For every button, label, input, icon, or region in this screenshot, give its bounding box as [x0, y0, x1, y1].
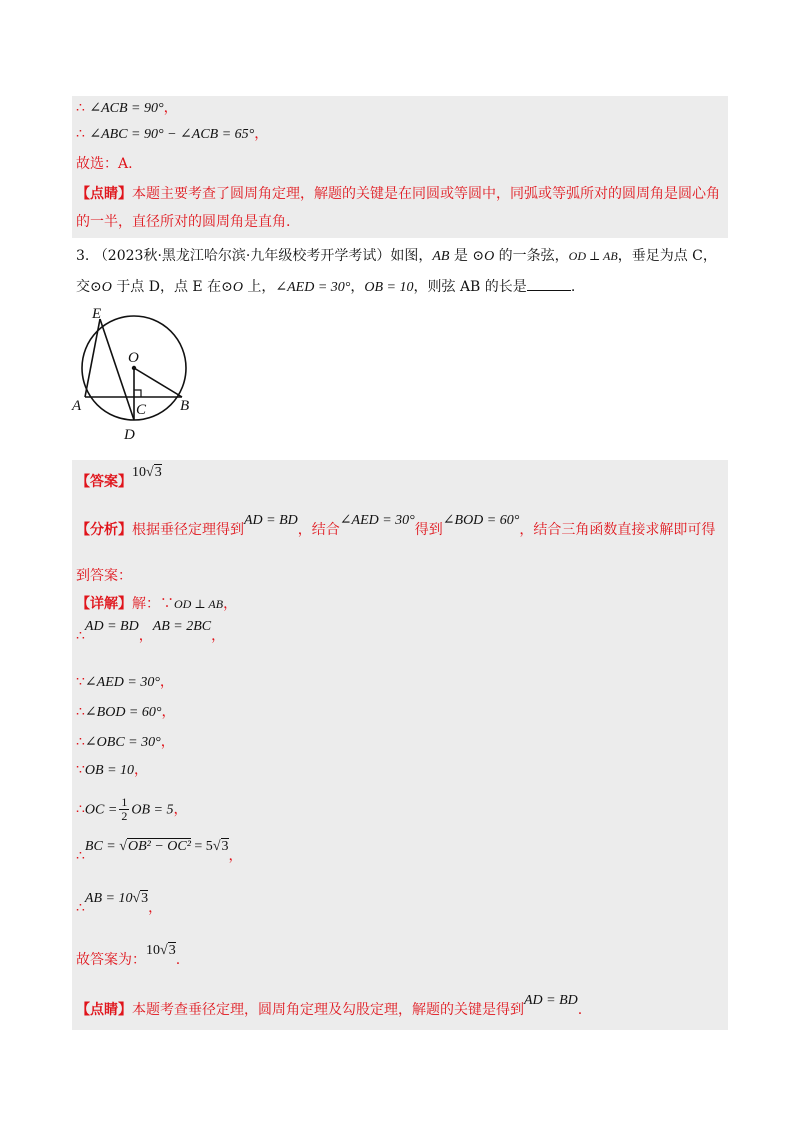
detail-step-ob: ∵OB = 10， [76, 762, 149, 778]
question-line-1: 3. （2023秋·黑龙江哈尔滨·九年级校考开学考试）如图，AB 是 ⊙O 的一条弦，OD ⊥ AB，垂足为点 C， [76, 248, 717, 264]
segment-ea [85, 319, 100, 397]
final-answer-line: 故答案为：10√3. [76, 943, 181, 968]
label-a: A [72, 398, 82, 414]
answer-blank [527, 276, 571, 291]
circle-figure [66, 306, 206, 446]
detail-step-oc: ∴OC = $\frac{1}{2}$ OB = 5， [76, 795, 188, 823]
center-dot [132, 366, 136, 370]
comment-line-1: 【点睛】本题主要考查了圆周角定理，解题的关键是在同圆或等圆中，同弧或等弧所对的圆周角是圆心角 [76, 186, 720, 202]
detail-step-bod: ∴∠BOD = 60°， [76, 704, 176, 720]
comment2-line: 【点睛】本题考查垂径定理，圆周角定理及勾股定理，解题的关键是得到AD = BD. [76, 993, 583, 1018]
detail-step-bc: ∴BC = √OB² − OC² = 5√3， [76, 839, 243, 864]
segment-ed [100, 319, 134, 420]
right-angle-mark [134, 390, 141, 397]
detail-step-arc: ∴AD = BD，AB = 2BC， [76, 619, 226, 644]
question-line-2: 交⊙O 于点 D，点 E 在⊙O 上，∠AED = 30°，OB = 10，则弦 AB 的长是 . [76, 276, 575, 298]
label-o: O [128, 350, 139, 366]
choice-line: 故选：A. [76, 156, 133, 172]
label-d: D [124, 427, 135, 443]
detail-line-1: 【详解】解：∵OD ⊥ AB， [76, 596, 238, 612]
detail-step-ab: ∴AB = 10√3， [76, 891, 163, 916]
label-e: E [92, 306, 102, 322]
label-b: B [180, 398, 190, 414]
step-angle-acb: ∴ ∠ACB = 90°， [76, 100, 178, 116]
step-angle-abc: ∴ ∠ABC = 90° − ∠ACB = 65°， [76, 126, 269, 142]
detail-step-obc: ∴∠OBC = 30°， [76, 734, 175, 750]
answer-line: 【答案】10√3 [76, 465, 162, 490]
analysis-line-1: 【分析】根据垂径定理得到AD = BD，结合∠AED = 30°得到∠BOD = 60°，结合三角函数直接求解即可得 [76, 513, 716, 538]
detail-step-aed: ∵∠AED = 30°， [76, 674, 174, 690]
label-c: C [136, 402, 147, 418]
comment-line-2: 的一半，直径所对的圆周角是直角. [76, 214, 291, 230]
analysis-line-2: 到答案： [76, 568, 132, 584]
